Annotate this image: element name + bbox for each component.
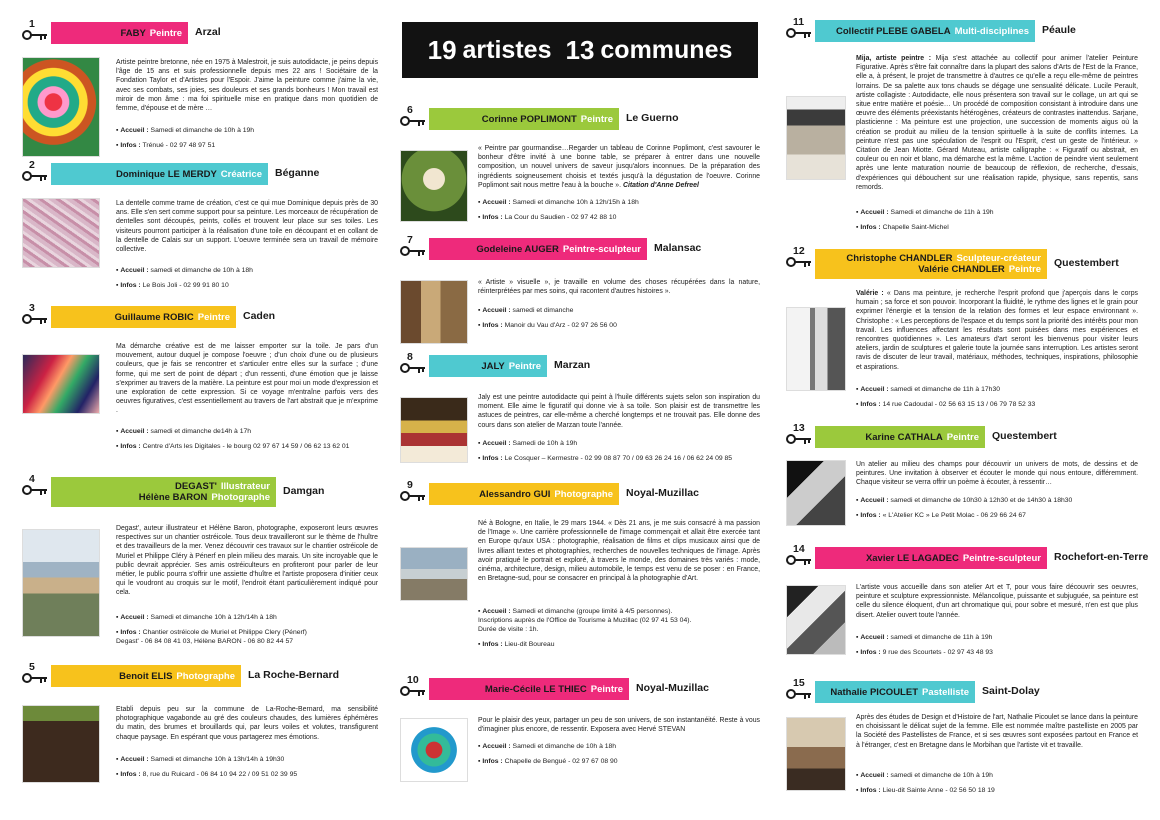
artist-text [478, 393, 760, 430]
commune-name: Arzal [195, 26, 221, 38]
key-icon [22, 29, 48, 41]
artist-description: Pour le plaisir des yeux, partager un peu de son univers, de son instantanéité. Reste à vous d'imaginer plus encore, de ressentir. Exposera avec Hervé STEVAN [478, 717, 760, 734]
accueil-value: samedi et dimanche de 10h30 à 12h30 et de 14h30 à 18h30 [890, 497, 1073, 504]
accueil-value: Samedi et dimanche (groupe limité à 4/5 personnes). [512, 608, 673, 615]
artist-name: Benoit ELIS [119, 670, 173, 682]
artist-entry [22, 661, 378, 778]
artist-band [51, 306, 236, 328]
accueil-label: Accueil : [860, 209, 889, 216]
infos-value: La Cour du Saudien - 02 97 42 88 10 [504, 214, 617, 221]
artist-name: Collectif PLEBE GABELA [836, 25, 951, 37]
infos-value: Chantier ostréicole de Muriel et Philippe Clery (Pénerf) [142, 629, 307, 636]
infos-label: Infos : [482, 322, 503, 329]
entry-header [786, 677, 1138, 703]
infos-value: Trénué - 02 97 48 97 51 [142, 142, 216, 149]
artist-role: Peintre [149, 27, 182, 39]
infos-label: Infos : [860, 224, 881, 231]
infos-value: Manoir du Vau d'Arz - 02 97 26 56 00 [504, 322, 617, 329]
artist-name: DEGAST' [175, 481, 217, 492]
accueil-label: Accueil : [120, 267, 149, 274]
text-lead: Mija, artiste peintre : [856, 55, 931, 62]
artist-entry [786, 16, 1138, 231]
title-count-communes: 13 [565, 34, 595, 65]
key-icon [400, 245, 426, 257]
artist-band [51, 22, 188, 44]
artist-band [815, 426, 985, 448]
artist-name: FABY [120, 27, 146, 39]
entry-header [22, 661, 374, 687]
artist-role: Peintre-sculpteur [962, 552, 1041, 564]
accueil-value: samedi et dimanche de14h à 17h [150, 428, 252, 435]
artist-role: Photographe [176, 670, 235, 682]
artist-role: Sculpteur-créateur [956, 253, 1041, 264]
entry-number: 11 [793, 16, 805, 28]
entry-number: 1 [29, 18, 35, 30]
artist-photo [786, 585, 846, 655]
infos-value: Chapelle Saint-Michel [882, 224, 949, 231]
artist-description: Après des études de Design et d'Histoire de l'art, Nathalie Picoulet se lance dans la peinture en choisissant le délicat sujet de la femme. Elle est nommée maître pastelliste en 2005 par la Société des Pastellistes de France, et si ses œuvres sont exposées partout en France et à l'étranger, c'est en Bretagne dans le Morbihan que l'artiste vit et travaille. [856, 714, 1138, 749]
infos-value: Chapelle de Bengué - 02 97 67 08 90 [504, 758, 618, 765]
commune-name: Marzan [554, 359, 591, 371]
text-lead: Valérie : [856, 290, 884, 297]
artist-role: Peintre [197, 311, 230, 323]
infos-label: Infos : [860, 649, 881, 656]
infos-label: Infos : [860, 787, 881, 794]
accueil-label: Accueil : [860, 386, 889, 393]
visit-info: ▪ Accueil : samedi et dimanche de 11h à 17h30 ▪ Infos : 14 rue Cadoudal - 02 56 63 15 13 / 06 79 78 52 33 [856, 386, 1036, 408]
artist-role: Multi-disciplines [954, 25, 1029, 37]
artist-name: Xavier LE LAGADEC [865, 552, 959, 564]
infos-value: Centre d'Arts les Digitales - le bourg 02 97 67 14 59 / 06 62 13 62 01 [142, 443, 350, 450]
artist-role: Pastelliste [922, 686, 969, 698]
artist-text [856, 289, 1138, 372]
accueil-value-2: Inscriptions auprès de l'Office de Tourisme à Muzillac (02 97 41 53 04). [478, 617, 692, 624]
artist-description: Artiste peintre bretonne, née en 1975 à Malestroit, je suis autodidacte, je peins depuis l'âge de 15 ans et suis professionnelle depuis mes 22 ans ! Sociétaire de la Fondation Taylor et d'Artistes pour l'Espoir. J'aime la peinture comme j'aime la vie, avec ses combats, ses joies, ses douleurs et ses grands bonheurs ! Mon travail est miroir de mon âme : ma foi spirituelle mise en pratique dans mon quotidien de femme, d'épouse et de mère … [116, 59, 379, 113]
accueil-label: Accueil : [120, 428, 149, 435]
text-quote: Citation d'Anne Defreel [622, 181, 699, 189]
entry-header [786, 16, 1138, 42]
key-icon [400, 362, 426, 374]
infos-value: 8, rue du Ruicard - 06 84 10 94 22 / 09 51 02 39 95 [142, 771, 298, 778]
artist-name: Dominique LE MERDY [115, 168, 217, 180]
infos-value: 9 rue des Scourtets - 02 97 43 48 93 [882, 649, 993, 656]
artist-role-2: Peintre [1008, 264, 1041, 275]
artist-entry [22, 302, 378, 450]
commune-name: Péaule [1042, 24, 1076, 36]
artist-text [856, 583, 1138, 620]
artist-photo [400, 280, 468, 344]
artist-text [478, 519, 760, 583]
artist-name: Marie-Cécile LE THIEC [484, 683, 587, 695]
artist-text [856, 713, 1138, 750]
artist-name: JALY [481, 360, 505, 372]
artist-name-2: Hélène BARON [138, 492, 208, 503]
visit-info: ▪ Accueil : Samedi et dimanche de 10h à 18h ▪ Infos : Chapelle de Bengué - 02 97 67 08 90 [478, 743, 618, 765]
title-count-artists: 19 [427, 34, 457, 65]
key-icon [22, 170, 48, 182]
artist-photo [400, 150, 468, 222]
artist-role: Illustrateur [220, 481, 270, 492]
artist-band [815, 681, 975, 703]
artist-description: « Peintre par gourmandise…Regarder un tableau de Corinne Poplimont, c'est savourer le bonheur d'être invité à une bonne table, se préparer à entrer dans une nouvelle composition, un nouvel univers de saveur jusqu'alors inconnues. De la préparation des ingrédients soigneusement choisis et textés jusqu'à la dégustation de l'oeuvre. Corinne Poplimont sait nous mettre l'eau à la bouche ». [478, 145, 760, 189]
artist-band [51, 477, 276, 507]
commune-name: Malansac [654, 242, 702, 254]
key-icon [786, 256, 812, 268]
artist-role: Peintre-sculpteur [562, 243, 641, 255]
title-word-artists: artistes [462, 35, 552, 64]
artist-text [116, 342, 378, 416]
visit-info: ▪ Accueil : samedi et dimanche ▪ Infos : Manoir du Vau d'Arz - 02 97 26 56 00 [478, 307, 617, 329]
visit-info: ▪ Accueil : Samedi et dimanche (groupe limité à 4/5 personnes). Inscriptions auprès de l'Office de Tourisme à Muzillac (02 97 41 53 04). Durée de visite : 1h. ▪ Infos : Lieu-dit Boureau [478, 607, 760, 649]
artist-role: Peintre [580, 113, 613, 125]
artist-text [856, 460, 1138, 488]
artist-entry [22, 159, 378, 289]
commune-name: La Roche-Bernard [248, 669, 340, 681]
artist-entry [22, 18, 379, 149]
artist-description: Né à Bologne, en Italie, le 29 mars 1944. « Dès 21 ans, je me suis consacré à ma passion de l'Image ». Une carrière professionnelle de l'image commençait et allait être exercée tant en Europe qu'aux USA : photographie, réalisation de films et clips musicaux ainsi que de livres alliant textes et photographies, recherches de nouvelles techniques de l'image. Après avoir pratiqué le portrait et exploré, à travers le monde, des domaines très variés : mode, cinéma, architecture, design, milieu automobile, le temps est venu de se poser : en France, en Bretagne-sud, pour se consacrer en principal à la photographie d'Art. [478, 520, 760, 583]
visit-info: ▪ Accueil : samedi et dimanche de 10h30 à 12h30 et de 14h30 à 18h30 ▪ Infos : « L'Atelier KC » Le Petit Molac - 06 29 66 24 67 [856, 497, 1073, 519]
entry-number: 9 [407, 479, 413, 491]
artist-role: Photographe [554, 488, 613, 500]
infos-label: Infos : [482, 758, 503, 765]
accueil-label: Accueil : [482, 608, 511, 615]
artist-photo [22, 198, 100, 268]
commune-name: Caden [243, 310, 276, 322]
accueil-value: samedi et dimanche de 10h à 19h [890, 772, 993, 779]
entry-header [400, 234, 760, 260]
key-icon [22, 313, 48, 325]
artist-text [116, 705, 378, 742]
visit-info: ▪ Accueil : Samedi et dimanche de 10h à 19h ▪ Infos : Trénué - 02 97 48 97 51 [116, 127, 255, 149]
artist-band [815, 20, 1035, 42]
artist-description: La dentelle comme trame de création, c'est ce qui mue Dominique depuis près de 30 ans. Elle s'en sert comme support pour sa peinture. Les morceaux de récupération de dentelles sont découpés, peints, collés et trouvent leur place sur ses toiles. Les visiteurs pourront participer à la réalisation d'une toile en découpant et en collant de la dentelle de Calais sur un support. L'oeuvre terminée sera un travail de mémoire collective. [116, 200, 378, 254]
artist-entry [400, 479, 760, 648]
key-icon [400, 115, 426, 127]
infos-label: Infos : [482, 641, 503, 648]
entry-number: 8 [407, 351, 413, 363]
artist-description: Un atelier au milieu des champs pour découvrir un univers de mots, de dessins et de peintures. Une invitation à observer et écouter le monde qui nous entoure, différemment. Chaque visiteur se verra offrir un poème à écouter, à ressentir… [856, 461, 1138, 487]
artist-text [116, 524, 378, 598]
infos-label: Infos : [120, 142, 141, 149]
key-icon [786, 27, 812, 39]
artist-photo [786, 460, 846, 526]
artist-name: Alessandro GUI [479, 488, 551, 500]
commune-name: Noyal-Muzillac [636, 682, 709, 694]
infos-label: Infos : [120, 282, 141, 289]
accueil-label: Accueil : [860, 634, 889, 641]
accueil-value: Samedi et dimanche 10h à 12h/14h à 18h [150, 614, 277, 621]
artist-text [478, 278, 760, 296]
accueil-label: Accueil : [120, 127, 149, 134]
entry-number: 10 [407, 674, 419, 686]
artist-band [815, 249, 1047, 279]
artist-name: Christophe CHANDLER [846, 253, 953, 264]
accueil-value-3: Durée de visite : 1h. [478, 626, 539, 633]
artist-photo [786, 717, 846, 791]
accueil-value: samedi et dimanche de 11h à 17h30 [890, 386, 1001, 393]
visit-info: ▪ Accueil : samedi et dimanche de 10h à 18h ▪ Infos : Le Bois Joli - 02 99 91 80 10 [116, 267, 253, 289]
infos-value: Le Cosquer – Kermestre - 02 99 08 87 70 / 09 63 26 24 16 / 06 62 24 09 85 [504, 455, 733, 462]
entry-number: 5 [29, 661, 35, 673]
key-icon [22, 484, 48, 496]
infos-value-2: Degast' - 06 84 08 41 03, Hélène BARON - 06 80 82 44 57 [116, 638, 293, 645]
accueil-value: Samedi de 10h à 19h [512, 440, 578, 447]
visit-info: ▪ Accueil : Samedi et dimanche de 11h à 19h ▪ Infos : Chapelle Saint-Michel [856, 209, 994, 231]
infos-value: Lieu-dit Sainte Anne - 02 56 50 18 19 [882, 787, 995, 794]
artist-entry [786, 245, 1138, 408]
artist-role: Peintre [946, 431, 979, 443]
accueil-label: Accueil : [120, 756, 149, 763]
accueil-value: Samedi et dimanche 10h à 12h/15h à 18h [512, 199, 639, 206]
artist-text [478, 716, 760, 734]
infos-label: Infos : [482, 455, 503, 462]
infos-label: Infos : [120, 771, 141, 778]
artist-band [429, 108, 619, 130]
accueil-label: Accueil : [482, 743, 511, 750]
artist-entry [22, 473, 378, 645]
entry-number: 13 [793, 422, 805, 434]
artist-entry [786, 422, 1138, 519]
artist-description: « Dans ma peinture, je recherche l'esprit profond que j'aperçois dans le corps humain ; sa force et son pouvoir. Incorporant la fluidité, le rythme des lignes et le grain pour exprimer l'énergie et la tension de la relation des formes et leur espace environnant ». Christophe : « Les perceptions de l'espace et du temps sont la priorité des intérêts pour mon travail. Les influences affectant les résultats sont puisées dans mes expériences et rencontres quotidiennes ». Les amateurs d'art seront les bienvenus pour visiter leurs ateliers, jardin de sculptures et galerie toute la journée sans interruption. Les artistes seront ravis de discuter de leur travail, matériaux, méthodes, techniques, inspirations, philosophie et aspirations. [856, 290, 1138, 371]
artist-band [429, 678, 629, 700]
commune-name: Le Guerno [626, 112, 679, 124]
entry-number: 15 [793, 677, 805, 689]
artist-name: Nathalie PICOULET [830, 686, 918, 698]
artist-role: Peintre [508, 360, 541, 372]
entry-header [400, 104, 760, 130]
commune-name: Saint-Dolay [982, 685, 1040, 697]
entry-header [786, 245, 1138, 275]
commune-name: Questembert [992, 430, 1057, 442]
accueil-value: Samedi et dimanche de 10h à 18h [512, 743, 617, 750]
artist-role: Peintre [590, 683, 623, 695]
artist-band [51, 665, 241, 687]
key-icon [400, 490, 426, 502]
entry-header [22, 18, 374, 44]
artist-band [429, 238, 647, 260]
artist-photo [400, 547, 468, 601]
artist-name: Guillaume ROBIC [114, 311, 194, 323]
entry-number: 12 [793, 245, 805, 257]
accueil-label: Accueil : [482, 307, 511, 314]
infos-label: Infos : [860, 401, 881, 408]
entry-header [22, 159, 374, 185]
accueil-label: Accueil : [860, 497, 889, 504]
infos-label: Infos : [482, 214, 503, 221]
infos-value: Le Bois Joli - 02 99 91 80 10 [142, 282, 229, 289]
artist-photo [400, 397, 468, 463]
artist-name: Corinne POPLIMONT [481, 113, 577, 125]
artist-description: Ma démarche créative est de me laisser emporter sur la toile. Je pars d'un mouvement, autour duquel je compose l'oeuvre ; d'un choix d'une ou de plusieurs couleurs, que je fais se rencontrer et s'articuler entre elles sur la surface ; d'une forme, qui me sert de point de départ ; d'un ressenti, d'une émotion que je laisse s'exprimer au travers de la matière. La peinture est pour moi un mode d'expression et une exploration de cette expression. Si ce voyage m'entraîne parfois vers des oeuvres figuratives, c'est essentiellement au travers de l'art abstrait que je m'exprime . [116, 343, 378, 415]
artist-description: Jaly est une peintre autodidacte qui peint à l'huile différents sujets selon son inspiration du moment. Elle aime le figuratif qui donne vie à sa toile. Son plaisir est de transmettre les astuces de peintres, car elle-même a cherché longtemps et ne trouvait pas. Elle donne des cours dans son atelier de Marzan toute l'année. [478, 394, 760, 429]
artist-entry [400, 104, 760, 221]
artist-text [478, 144, 760, 190]
artist-entry [400, 674, 760, 765]
entry-header [22, 473, 374, 503]
infos-value: 14 rue Cadoudal - 02 56 63 15 13 / 06 79 78 52 33 [882, 401, 1036, 408]
commune-name: Rochefort-en-Terre [1054, 551, 1149, 563]
accueil-label: Accueil : [482, 440, 511, 447]
visit-info: ▪ Accueil : Samedi et dimanche 10h à 12h/14h à 18h ▪ Infos : Chantier ostréicole de Muriel et Philippe Clery (Pénerf) Degast' - 06 84 08 41 03, Hélène BARON - 06 80 82 44 57 [116, 613, 378, 646]
artist-entry [400, 351, 760, 462]
visit-info: ▪ Accueil : Samedi et dimanche 10h à 12h/15h à 18h ▪ Infos : La Cour du Saudien - 02 97 42 88 10 [478, 199, 639, 221]
infos-label: Infos : [860, 512, 881, 519]
artist-band [429, 355, 547, 377]
entry-header [786, 422, 1138, 448]
artist-photo [786, 96, 846, 180]
title-word-communes: communes [600, 35, 733, 64]
artist-name: Karine CATHALA [865, 431, 943, 443]
infos-label: Infos : [120, 629, 141, 636]
entry-number: 14 [793, 543, 805, 555]
artist-photo [22, 529, 100, 637]
artist-text [116, 199, 378, 254]
artist-role: Créatrice [220, 168, 262, 180]
artist-text [856, 54, 1138, 192]
commune-name: Béganne [275, 167, 320, 179]
infos-value: « L'Atelier KC » Le Petit Molac - 06 29 66 24 67 [882, 512, 1026, 519]
key-icon [22, 672, 48, 684]
artist-photo [786, 307, 846, 391]
infos-label: Infos : [120, 443, 141, 450]
visit-info: ▪ Accueil : samedi et dimanche de 10h à 19h ▪ Infos : Lieu-dit Sainte Anne - 02 56 50 18 19 [856, 772, 995, 794]
accueil-value: Samedi et dimanche de 11h à 19h [890, 209, 994, 216]
key-icon [786, 554, 812, 566]
artist-role-2: Photographe [211, 492, 270, 503]
artist-photo [400, 718, 468, 782]
artist-band [815, 547, 1047, 569]
artist-description: « Artiste » visuelle », je travaille en volume des choses récupérées dans la nature, réinterprétées par mes soins, qui racontent d'autres histoires ». [478, 279, 760, 296]
commune-name: Damgan [283, 485, 325, 497]
key-icon [786, 688, 812, 700]
artist-entry [786, 677, 1138, 794]
artist-description: Degast', auteur illustrateur et Hélène Baron, photographe, exposeront leurs œuvres respectives sur un chantier ostréicole. Tous deux travailleront sur le thème de l'huître et des travailleurs de la mer. Venez découvrir ces travaux sur le chantier ostréicole de Muriel et Philippe Cléry à Pénerf en plein milieu des marais. Un site incroyable que le public devrait apprécier. Ses amis ostréiculteurs en profiteront pour parler de leur métier, le public pourra s'offrir une assiette d'huître et l'artiste proposera d'initier ceux qui le voudront au croquis sur le motif, l'endroit étant particulièrement indiqué pour cela. [116, 525, 378, 597]
accueil-label: Accueil : [860, 772, 889, 779]
artist-photo [22, 705, 100, 783]
entry-number: 2 [29, 159, 35, 171]
visit-info: ▪ Accueil : Samedi de 10h à 19h ▪ Infos : Le Cosquer – Kermestre - 02 99 08 87 70 / 09 63 26 24 16 / 06 62 24 09 85 [478, 440, 733, 462]
accueil-label: Accueil : [482, 199, 511, 206]
entry-number: 4 [29, 473, 35, 485]
main-title [402, 22, 758, 78]
artist-band [429, 483, 619, 505]
accueil-value: Samedi et dimanche de 10h à 19h [150, 127, 255, 134]
visit-info: ▪ Accueil : samedi et dimanche de14h à 17h ▪ Infos : Centre d'Arts les Digitales - le bourg 02 97 67 14 59 / 06 62 13 62 01 [116, 428, 350, 450]
commune-name: Questembert [1054, 257, 1119, 269]
accueil-value: samedi et dimanche de 10h à 18h [150, 267, 253, 274]
artist-description: L'artiste vous accueille dans son atelier Art et T, pour vous faire découvrir ses oeuvres, peinture et sculpture expressionniste. Mélancolique, puissante et subjuguée, sa peinture est celle du silence éloquent, d'un art chromatique qui, pour sobre et mesuré, n'en est que plus disert. Atelier ouvert toute l'année. [856, 584, 1138, 619]
entry-number: 7 [407, 234, 413, 246]
entry-number: 3 [29, 302, 35, 314]
visit-info: ▪ Accueil : Samedi et dimanche 10h à 13h/14h à 19h30 ▪ Infos : 8, rue du Ruicard - 06 84 10 94 22 / 09 51 02 39 95 [116, 756, 298, 778]
artist-band [51, 163, 268, 185]
entry-header [400, 351, 760, 377]
key-icon [400, 685, 426, 697]
artist-photo [22, 57, 100, 157]
artist-description: Etabli depuis peu sur la commune de La-Roche-Bernard, ma sensibilité photographique vagabonde au gré des couleurs chaudes, des lumières éphémères du matin, des brumes et brouillards qui, par leurs voiles et volutes, transfigurent chaque paysage. En espérant que vous partagerez mes émotions. [116, 706, 378, 741]
entry-header [786, 543, 1149, 569]
key-icon [786, 433, 812, 445]
entry-header [400, 479, 760, 505]
commune-name: Noyal-Muzillac [626, 487, 699, 499]
visit-info: ▪ Accueil : samedi et dimanche de 11h à 19h ▪ Infos : 9 rue des Scourtets - 02 97 43 48 93 [856, 634, 993, 656]
artist-text [116, 58, 378, 113]
entry-number: 6 [407, 104, 413, 116]
artist-entry [786, 543, 1149, 656]
accueil-value: samedi et dimanche de 11h à 19h [890, 634, 993, 641]
artist-description: Mija s'est attachée au collectif pour animer l'atelier Peinture Figurative. Après s'être fait connaître dans la plupart des salons d'Arts de l'Est de la France, elle a, à présent, le projet de transmettre à d'autres ce qu'elle a reçu elle-même de peintres lorrains. De sa palette aux tons chauds se dégage une sensualité délicate. Lucile Perault, artiste collagiste : Autodidacte, elle nous présentera son travail sur le collage, un art qui se situe entre matière et poésie… Un procédé de composition consistant à introduire dans une œuvre des éléments préexistants hétérogènes, créateurs de contrastes inattendus. Sarjane, plasticienne : Ma peinture est une projection, une succession de moments aigus où la création se produit au milieu de la tension spirituelle à la suite de conflits internes. La peinture n'est pas une spéculation de l'esprit ou l'Esprit, c'est un geste de l'intérieur. » Citation de Jean Miotte. Gérard Muteau, artiste calligraphe : « Figuratif ou abstrait, en couleur ou en noir et blanc, ma démarche est la même. L'action de peindre vient seulement après une lente maturation nourrie de beaucoup de réflexion, de recherche, d'essais, d'expériences qui débouchent sur une réalisation rapide, physique, sans repentis, sans remords. [856, 55, 1138, 191]
artist-photo [22, 354, 100, 414]
artist-name-2: Valérie CHANDLER [918, 264, 1005, 275]
infos-value: Lieu-dit Boureau [504, 641, 555, 648]
artist-name: Godeleine AUGER [476, 243, 559, 255]
entry-header [22, 302, 374, 328]
accueil-value: Samedi et dimanche 10h à 13h/14h à 19h30 [150, 756, 285, 763]
artist-entry [400, 234, 760, 329]
accueil-value: samedi et dimanche [512, 307, 574, 314]
entry-header [400, 674, 760, 700]
accueil-label: Accueil : [120, 614, 149, 621]
